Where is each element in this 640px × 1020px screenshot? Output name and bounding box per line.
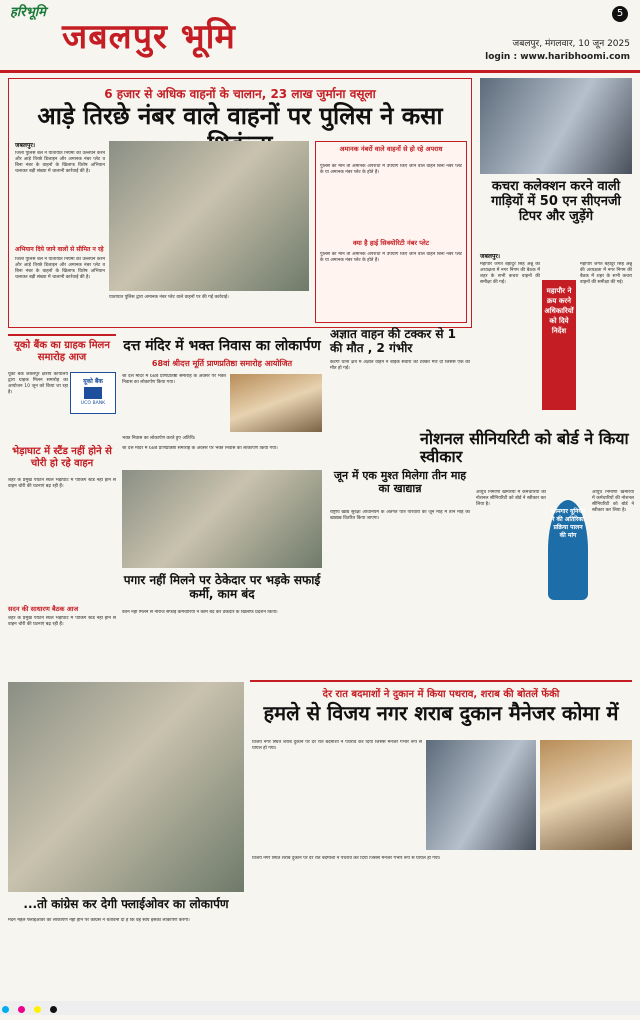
lead-kicker: 6 हजार से अधिक वाहनों के चालान, 23 लाख जुर्माना वसूला — [104, 87, 376, 101]
uco-logo-mark — [84, 387, 102, 399]
accident-body: कटंगी थाना क्षेत्र में अज्ञात वाहन ने बाइक सवारों को टक्कर मार दी जिससे एक की मौत हो गई। — [330, 360, 470, 371]
flyover-photo — [8, 682, 244, 892]
bank-body: यूको बैंक जबलपुर क्षेत्रीय कार्यालय द्वारा ग्राहक मिलन समारोह का आयोजन 10 जून को किया जा रहा है। — [8, 372, 68, 395]
notional-headline: नोशनल सीनियरिटी को बोर्ड ने किया स्वीकार — [420, 429, 629, 467]
brand-logo: हरिभूमि — [10, 5, 46, 20]
meeting-photo — [480, 78, 632, 174]
magenta-dot — [18, 1006, 25, 1013]
meeting-subhead: सदन की साधारण बैठक आज — [8, 605, 79, 613]
black-dot — [50, 1006, 57, 1013]
bank-headline: यूको बैंक का ग्राहक मिलन समारोह आज — [14, 340, 110, 363]
ration-headline: जून में एक मुश्त मिलेगा तीन माह का खाद्यान्न — [333, 469, 467, 495]
lead-headline: आड़े तिरछे नंबर वाले वाहनों पर पुलिस ने कसा — [37, 102, 443, 130]
issue-date: जबलपुर, मंगलवार, 10 जून 2025 — [512, 39, 630, 49]
strike-headline: पगार नहीं मिलने पर ठेकेदार पर भड़के सफाई कर्मी, काम बंद — [123, 573, 321, 601]
strike-body: वेतन नहीं मिलने से नाराज सफाई कर्मचारियों ने काम बंद कर ठेकेदार के खिलाफ प्रदर्शन किया। — [122, 610, 278, 615]
manager-photo — [540, 740, 632, 850]
theft-body: शहर के प्रमुख पर्यटन स्थल भेड़ाघाट में पार्किंग स्टैंड नहीं होने से वाहन चोरी की घटनाएं बढ़ रही हैं। — [8, 478, 116, 489]
lead-story — [8, 78, 472, 328]
lead-caption: यातायात पुलिस द्वारा अमानक नंबर प्लेट वाले वाहनों पर की गई कार्रवाई। — [109, 295, 229, 300]
ration-body: राष्ट्रीय खाद्य सुरक्षा अधिनियम के अंतर्गत पात्र परिवारों को जून माह में तीन माह का खाद्यान्न वितरित किया जाएगा। — [330, 510, 470, 521]
strike-photo — [122, 470, 322, 568]
accident-headline: अज्ञात वाहन की टक्कर से 1 की मौत , 2 गंभीर — [330, 327, 457, 355]
sidebox-body: पुलिस की मानें तो अमानक अपराधों में उपयोग किए जाने वाले वाहन बिना नंबर प्लेट के या अमानक नंबर प्लेट के होते हैं। — [320, 164, 462, 175]
liquor-shop-photo — [426, 740, 536, 850]
temple-photo — [230, 374, 322, 432]
liquor-body-2: विजय नगर स्थित शराब दुकान पर देर रात बदमाशों ने पथराव कर दिया जिससे मैनेजर गंभीर रूप से घायल हो गया। — [252, 856, 441, 861]
lead-body-2: जिला पुलिस बल ने यातायात नियमों का उल्लंघन करने और आड़े तिरछे डिजाइन और अमानक नंबर प्लेट व बिना नंबर के वाहनों के खिलाफ विशेष अभियान चलाकर बड़ी संख्या में चालानी कार्रवाई की है। — [15, 257, 105, 280]
uco-logo — [70, 372, 116, 414]
notional-body: आयुध निर्माणी खमरिया में कर्मचारियों की नोशनल सीनियरिटी को बोर्ड ने स्वीकार कर लिया है। — [476, 490, 546, 507]
yellow-dot — [34, 1006, 41, 1013]
paper-title: जबलपुर भूमि — [62, 17, 236, 57]
lead-dateline: जबलपुर। — [15, 142, 36, 149]
temple-body-2: श्री दत्त मंदिर में 68वें प्राणप्रतिष्ठा समारोह के अवसर पर भक्त निवास का लोकार्पण किया गया। — [122, 446, 278, 451]
masthead — [0, 0, 640, 73]
garbage-headline: कचरा कलेक्शन करने वाली गाड़ियों में 50 एन सीएनजी टिपर और जुड़ेंगे — [491, 179, 621, 224]
website-link[interactable]: login : www.haribhoomi.com — [485, 52, 630, 62]
lead-photo — [109, 141, 309, 291]
liquor-headline: हमले से विजय नगर शराब दुकान मैनेजर कोमा में — [263, 701, 619, 725]
mayor-banner: महापौर ने क्रय करने अधिकारियों को दिये निर्देश — [542, 280, 576, 410]
garbage-body-2: महापौर जगत बहादुर सिंह अन्नू की अध्यक्षता में नगर निगम की बैठक में शहर के सभी कचरा वाहनों की समीक्षा की गई। — [580, 262, 632, 285]
temple-kicker: 68वां श्रीदत्त मूर्ति प्राणप्रतिष्ठा समारोह आयोजित — [151, 359, 293, 368]
divider — [250, 680, 632, 682]
garbage-body: महापौर जगत बहादुर सिंह अन्नू की अध्यक्षता में नगर निगम की बैठक में शहर के सभी कचरा वाहनों की समीक्षा की गई। — [480, 262, 540, 285]
flyover-body: मदन महल फ्लाईओवर का लोकार्पण नहीं होने पर कांग्रेस ने चेतावनी दी है कि वह स्वयं इसका लोकार्पण करेगी। — [8, 918, 190, 923]
temple-body: श्री दत्त मंदिर में 68वें प्राणप्रतिष्ठा समारोह के अवसर पर भक्त निवास का लोकार्पण किया गया। — [122, 374, 226, 385]
color-registration-bar — [0, 1001, 640, 1015]
lead-sidebox — [315, 141, 467, 323]
uco-logo-text: यूको बैंक — [83, 378, 103, 385]
lead-subhead: अभियान दिये जाने वालों से सीमित न रहे — [15, 246, 104, 253]
sidebox-body-2: पुलिस की मानें तो अमानक अपराधों में उपयोग किए जाने वाले वाहन बिना नंबर प्लेट के या अमानक नंबर प्लेट के होते हैं। — [320, 252, 462, 263]
theft-headline: भेड़ाघाट में स्टैंड नहीं होने से चोरी हो रहे वाहन — [12, 446, 112, 469]
union-badge: कामगार यूनियन ने की अतिरिक्त प्रक्रिया पालन की मांग — [548, 500, 588, 600]
page-number: 5 — [612, 6, 628, 22]
meeting-body: शहर के प्रमुख पर्यटन स्थल भेड़ाघाट में पार्किंग स्टैंड नहीं होने से वाहन चोरी की घटनाएं बढ़ रही हैं। — [8, 616, 116, 627]
sidebox-subhead: क्या है हाई सिक्योरिटी नंबर प्लेट — [352, 239, 430, 247]
lead-body: जिला पुलिस बल ने यातायात नियमों का उल्लंघन करने और आड़े तिरछे डिजाइन और अमानक नंबर प्लेट व बिना नंबर के वाहनों के खिलाफ विशेष अभियान चलाकर बड़ी संख्या में चालानी कार्रवाई की है। — [15, 151, 105, 174]
cyan-dot — [2, 1006, 9, 1013]
garbage-dateline: जबलपुर। — [480, 253, 501, 260]
temple-caption: भक्त निवास का लोकार्पण करते हुए अतिथि। — [122, 436, 196, 441]
liquor-kicker: देर रात बदमाशों ने दुकान में किया पथराव, शराब की बोतलें फेंकी — [322, 689, 560, 700]
liquor-body: विजय नगर स्थित शराब दुकान पर देर रात बदमाशों ने पथराव कर दिया जिससे मैनेजर गंभीर रूप से घायल हो गया। — [252, 740, 422, 751]
sidebox-title: अमानक नंबरों वाले वाहनों से हो रहे अपराध — [339, 145, 443, 153]
divider — [8, 334, 116, 336]
notional-body-2: आयुध निर्माणी खमरिया में कर्मचारियों की नोशनल सीनियरिटी को बोर्ड ने स्वीकार कर लिया है। — [592, 490, 634, 513]
uco-logo-sub: UCO BANK — [80, 401, 106, 406]
flyover-headline: ...तो कांग्रेस कर देगी फ्लाईओवर का लोकार्पण — [23, 897, 229, 911]
temple-headline: दत्त मंदिर में भक्त निवास का लोकार्पण — [123, 338, 321, 354]
